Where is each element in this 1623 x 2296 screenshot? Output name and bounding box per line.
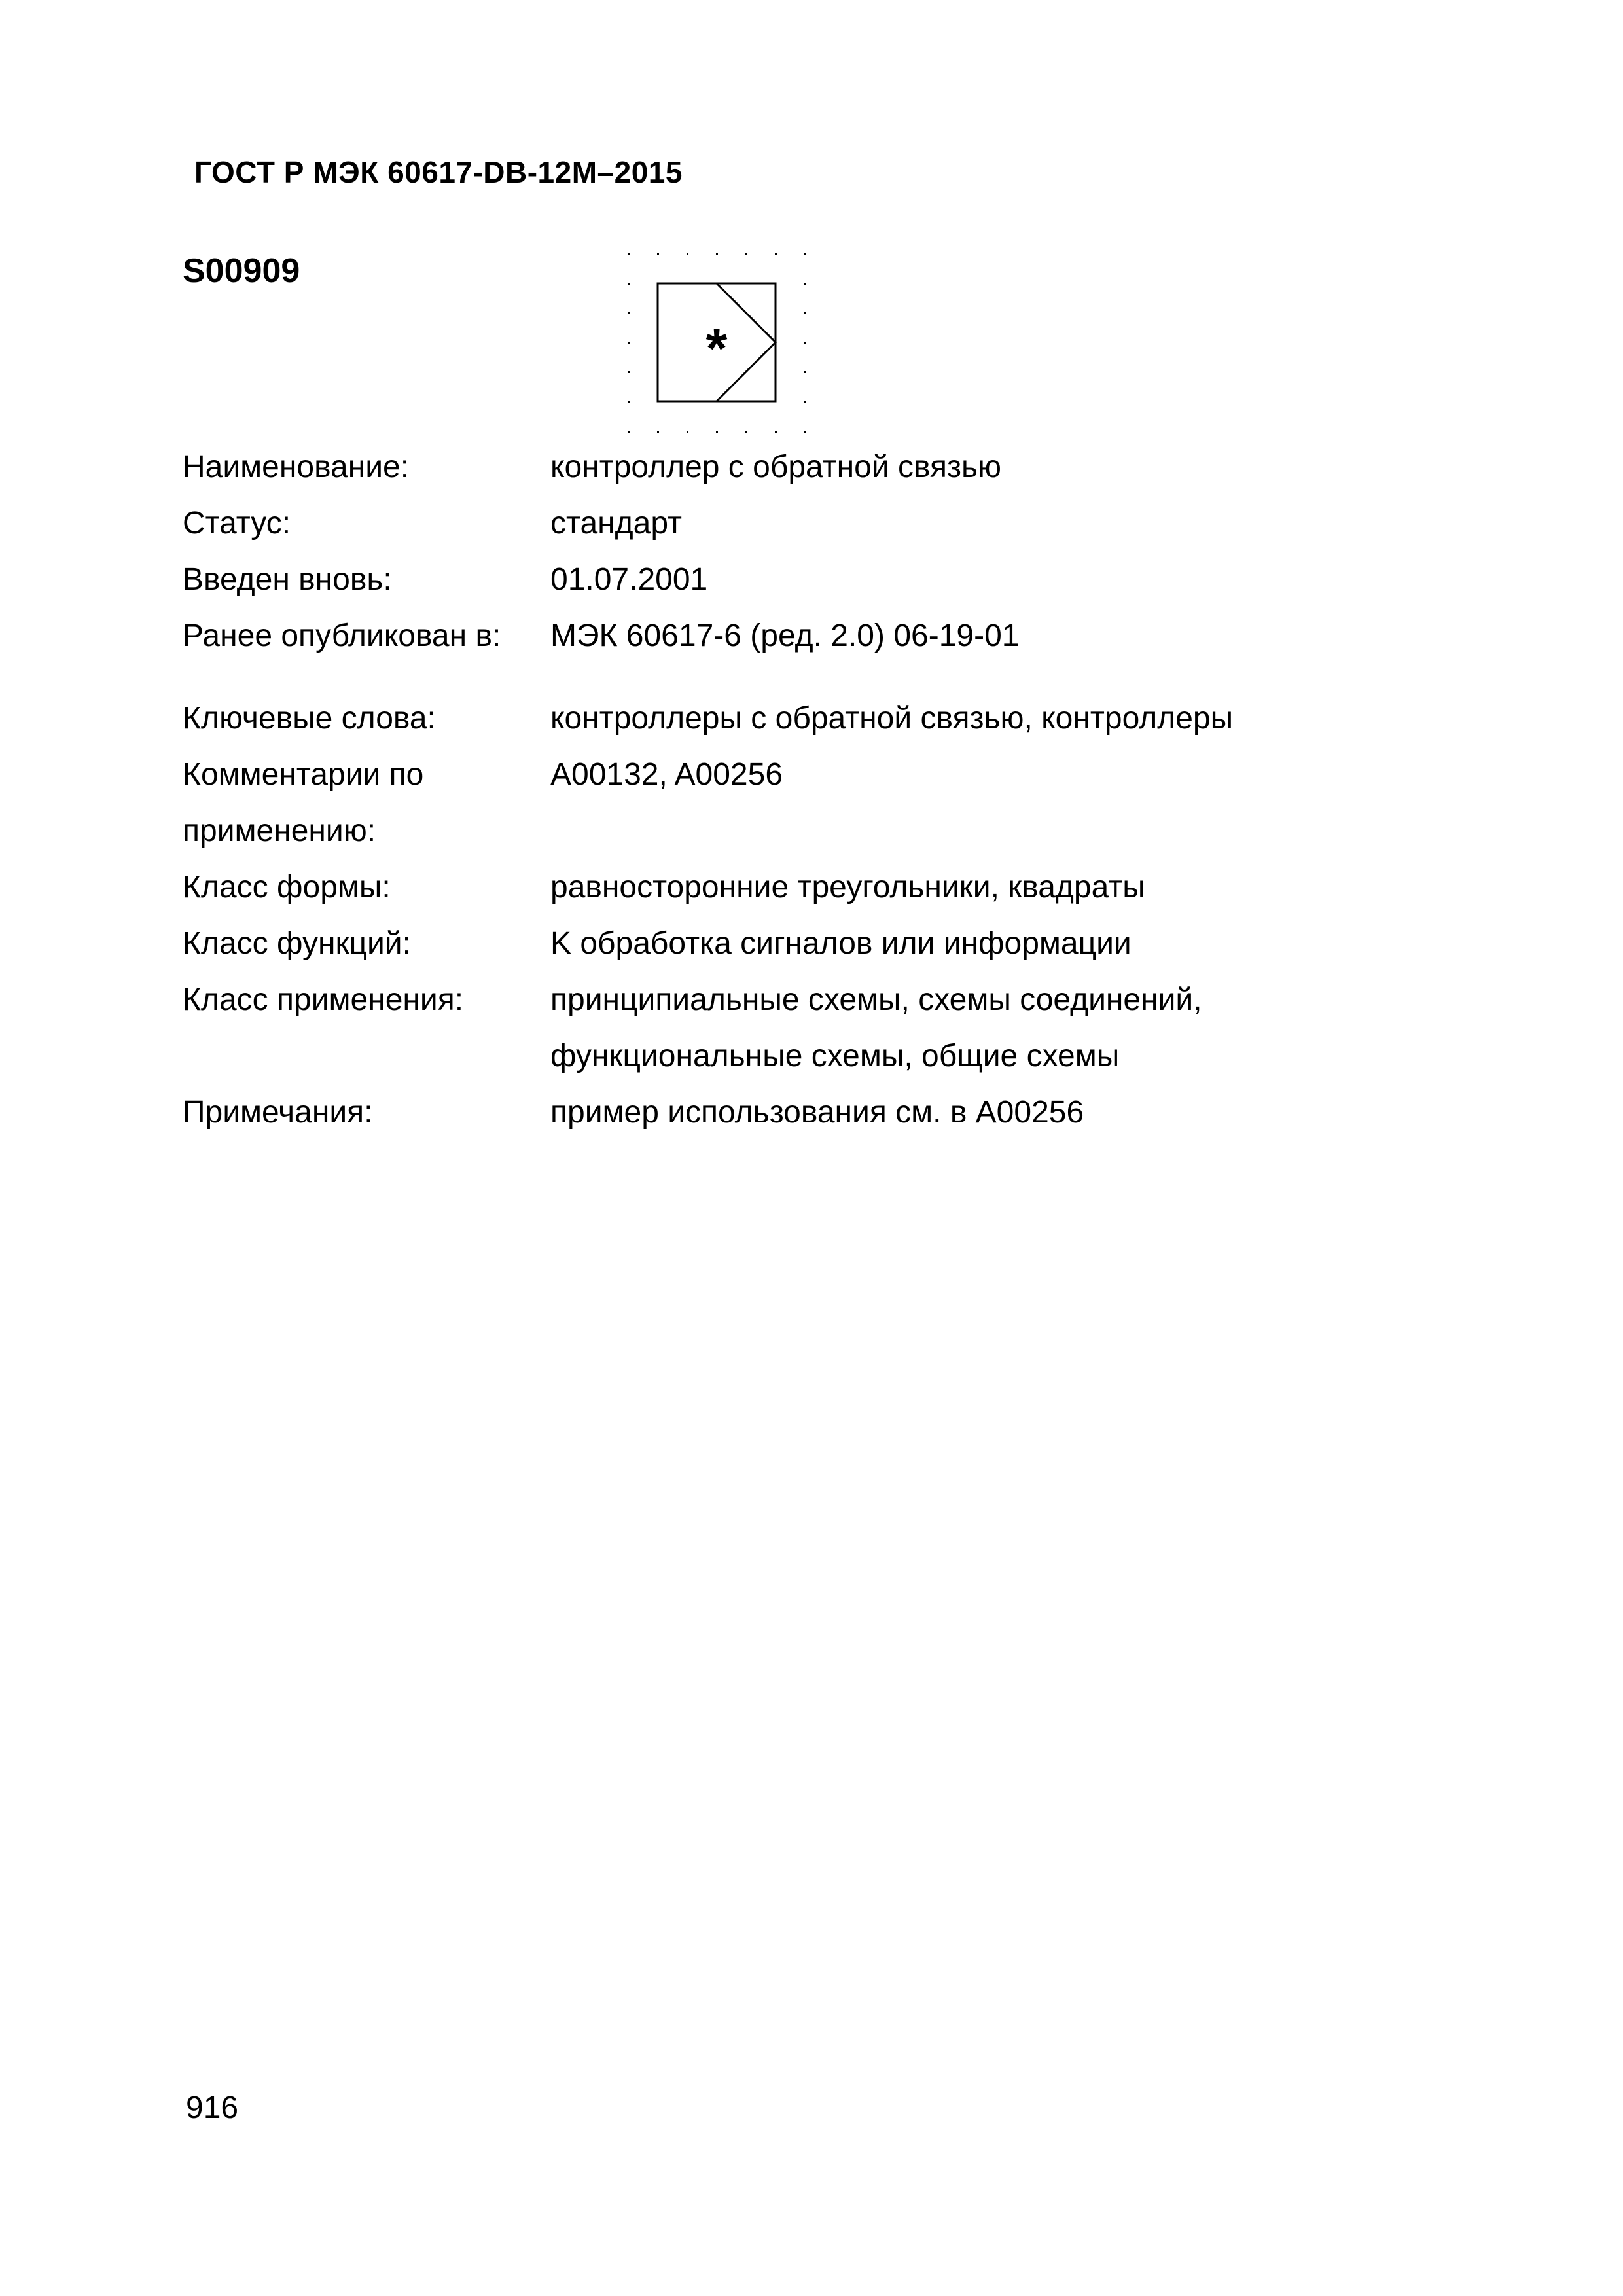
property-row-application-class-cont [183,1028,1491,1085]
property-value: МЭК 60617-6 (ред. 2.0) 06-19-01 [550,619,1020,653]
property-label: Класс функций: [183,926,411,961]
property-row-application-notes-cont [183,803,1491,859]
property-value: K обработка сигналов или информации [550,926,1132,961]
property-row-status [183,495,1491,552]
property-row-previously-published [183,608,1491,664]
property-label: Ранее опубликован в: [183,619,501,653]
property-value: контроллер с обратной связью [550,450,1001,484]
property-label: Наименование: [183,450,410,484]
property-label: Класс формы: [183,870,391,905]
property-value: равносторонние треугольники, квадраты [550,870,1145,905]
symbol-asterisk: * [705,317,728,379]
property-label: Примечания: [183,1095,373,1130]
property-value: функциональные схемы, общие схемы [550,1039,1120,1073]
properties-table [183,439,1491,1141]
property-value: пример использования см. в A00256 [550,1095,1084,1130]
feedback-controller-symbol-icon [627,253,817,442]
property-row-shape-class [183,859,1491,916]
property-label: Комментарии по [183,757,424,792]
property-row-application-class [183,972,1491,1028]
property-row-keywords [183,691,1491,747]
property-value: принципиальные схемы, схемы соединений, [550,982,1202,1017]
property-value: контроллеры с обратной связью, контроллеры [550,701,1234,736]
property-label: Ключевые слова: [183,701,436,736]
property-row-introduced [183,552,1491,608]
property-value: стандарт [550,506,682,541]
symbol-code: S00909 [183,252,300,290]
page-number: 916 [186,2090,239,2125]
property-label: применению: [183,814,376,848]
property-label: Класс применения: [183,982,464,1017]
property-row-notes [183,1085,1491,1141]
property-value: 01.07.2001 [550,562,708,597]
property-row-function-class [183,916,1491,972]
property-row-name [183,439,1491,495]
property-label: Введен вновь: [183,562,392,597]
property-row-application-notes [183,747,1491,803]
document-header: ГОСТ Р МЭК 60617-DB-12M–2015 [194,155,683,189]
property-value: A00132, A00256 [550,757,783,792]
property-label: Статус: [183,506,291,541]
